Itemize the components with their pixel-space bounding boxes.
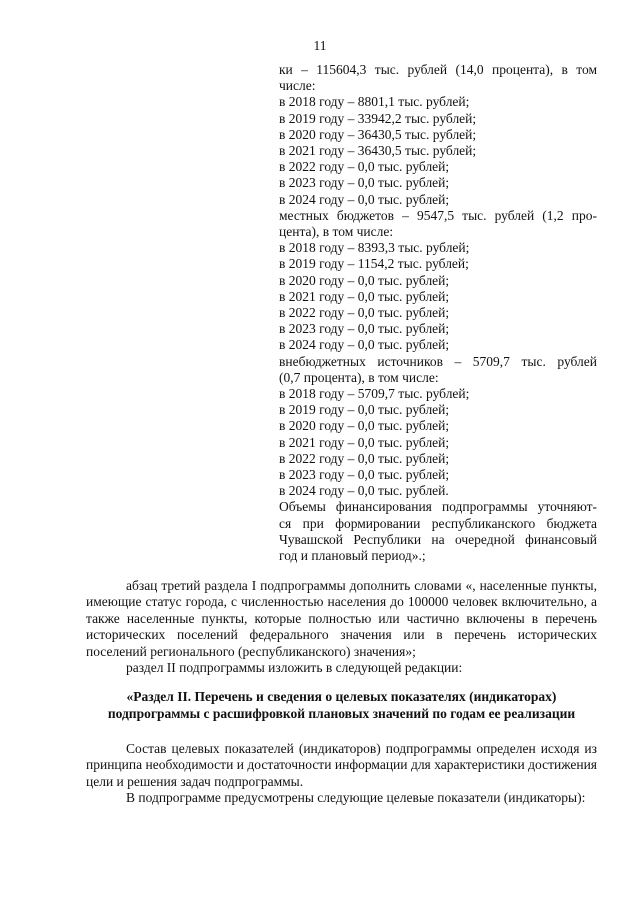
funding-line: в 2018 году – 8393,3 тыс. рублей; [279, 240, 470, 256]
page-number: 11 [313, 38, 327, 53]
funding-line: цента), в том числе: [279, 224, 394, 240]
funding-line: в 2019 году – 1154,2 тыс. рублей; [279, 256, 469, 272]
funding-line: в 2024 году – 0,0 тыс. рублей. [279, 483, 449, 499]
funding-line: Чувашской Республики на очередной финансовый [279, 531, 597, 547]
funding-line: в 2021 году – 36430,5 тыс. рублей; [279, 143, 477, 159]
body-paragraph: В подпрограмме предусмотрены следующие целевые показатели (индикаторы): [126, 790, 586, 806]
funding-line: в 2019 году – 0,0 тыс. рублей; [279, 402, 450, 418]
funding-line: в 2020 году – 0,0 тыс. рублей; [279, 418, 450, 434]
funding-line: ки – 115604,3 тыс. рублей (14,0 процента), в том [279, 62, 597, 77]
section-heading-line: «Раздел II. Перечень и сведения о целевых показателях (индикаторах) [126, 689, 557, 704]
funding-line: в 2018 году – 8801,1 тыс. рублей; [279, 94, 470, 110]
funding-line: в 2019 году – 33942,2 тыс. рублей; [279, 110, 477, 126]
funding-line: местных бюджетов – 9547,5 тыс. рублей (1,2 про- [279, 207, 597, 223]
funding-line: в 2018 году – 5709,7 тыс. рублей; [279, 386, 470, 402]
funding-line: в 2021 году – 0,0 тыс. рублей; [279, 288, 450, 304]
funding-line: в 2024 году – 0,0 тыс. рублей; [279, 191, 450, 207]
funding-sources-block [279, 62, 597, 564]
funding-line: в 2020 году – 36430,5 тыс. рублей; [279, 126, 477, 142]
funding-line: ся при формировании республиканского бюджета [279, 515, 597, 531]
funding-line: в 2021 году – 0,0 тыс. рублей; [279, 434, 450, 450]
funding-line: в 2022 году – 0,0 тыс. рублей; [279, 450, 450, 466]
funding-line: в 2020 году – 0,0 тыс. рублей; [279, 272, 450, 288]
funding-line: в 2023 году – 0,0 тыс. рублей; [279, 321, 450, 337]
funding-line: в 2023 году – 0,0 тыс. рублей; [279, 175, 450, 191]
funding-line: в 2022 году – 0,0 тыс. рублей; [279, 159, 450, 175]
funding-line: в 2024 году – 0,0 тыс. рублей; [279, 337, 450, 353]
section-heading [86, 688, 597, 722]
body-paragraph: Состав целевых показателей (индикаторов) подпрограммы определен исходя из принципа необходимости и достаточности информации для характеристики достижения цели и решения задач подпрограммы. [86, 741, 597, 789]
funding-line: числе: [279, 78, 316, 94]
section-body [86, 741, 597, 807]
amendment-paragraph: абзац третий раздела I подпрограммы дополнить словами «, населенные пункты, имеющие статус города, с численностью населения до 100000 человек включительно, а также населенные пункты, которые полностью или частично включены в перечень исторических поселений федерального значения или в перечень исторических поселений регионального (республиканского) значения»; [86, 578, 597, 659]
amendment-paragraph: раздел II подпрограммы изложить в следующей редакции: [126, 660, 463, 676]
funding-line: Объемы финансирования подпрограммы уточняют- [279, 499, 597, 515]
section-heading-line: подпрограммы с расшифровкой плановых значений по годам ее реализации [107, 706, 576, 721]
funding-line: (0,7 процента), в том числе: [279, 369, 439, 385]
funding-line: в 2023 году – 0,0 тыс. рублей; [279, 467, 450, 483]
funding-line: год и плановый период».; [279, 548, 426, 564]
funding-line: внебюджетных источников – 5709,7 тыс. рублей [279, 353, 597, 369]
funding-line: в 2022 году – 0,0 тыс. рублей; [279, 305, 450, 321]
amendment-paragraphs [86, 578, 597, 676]
